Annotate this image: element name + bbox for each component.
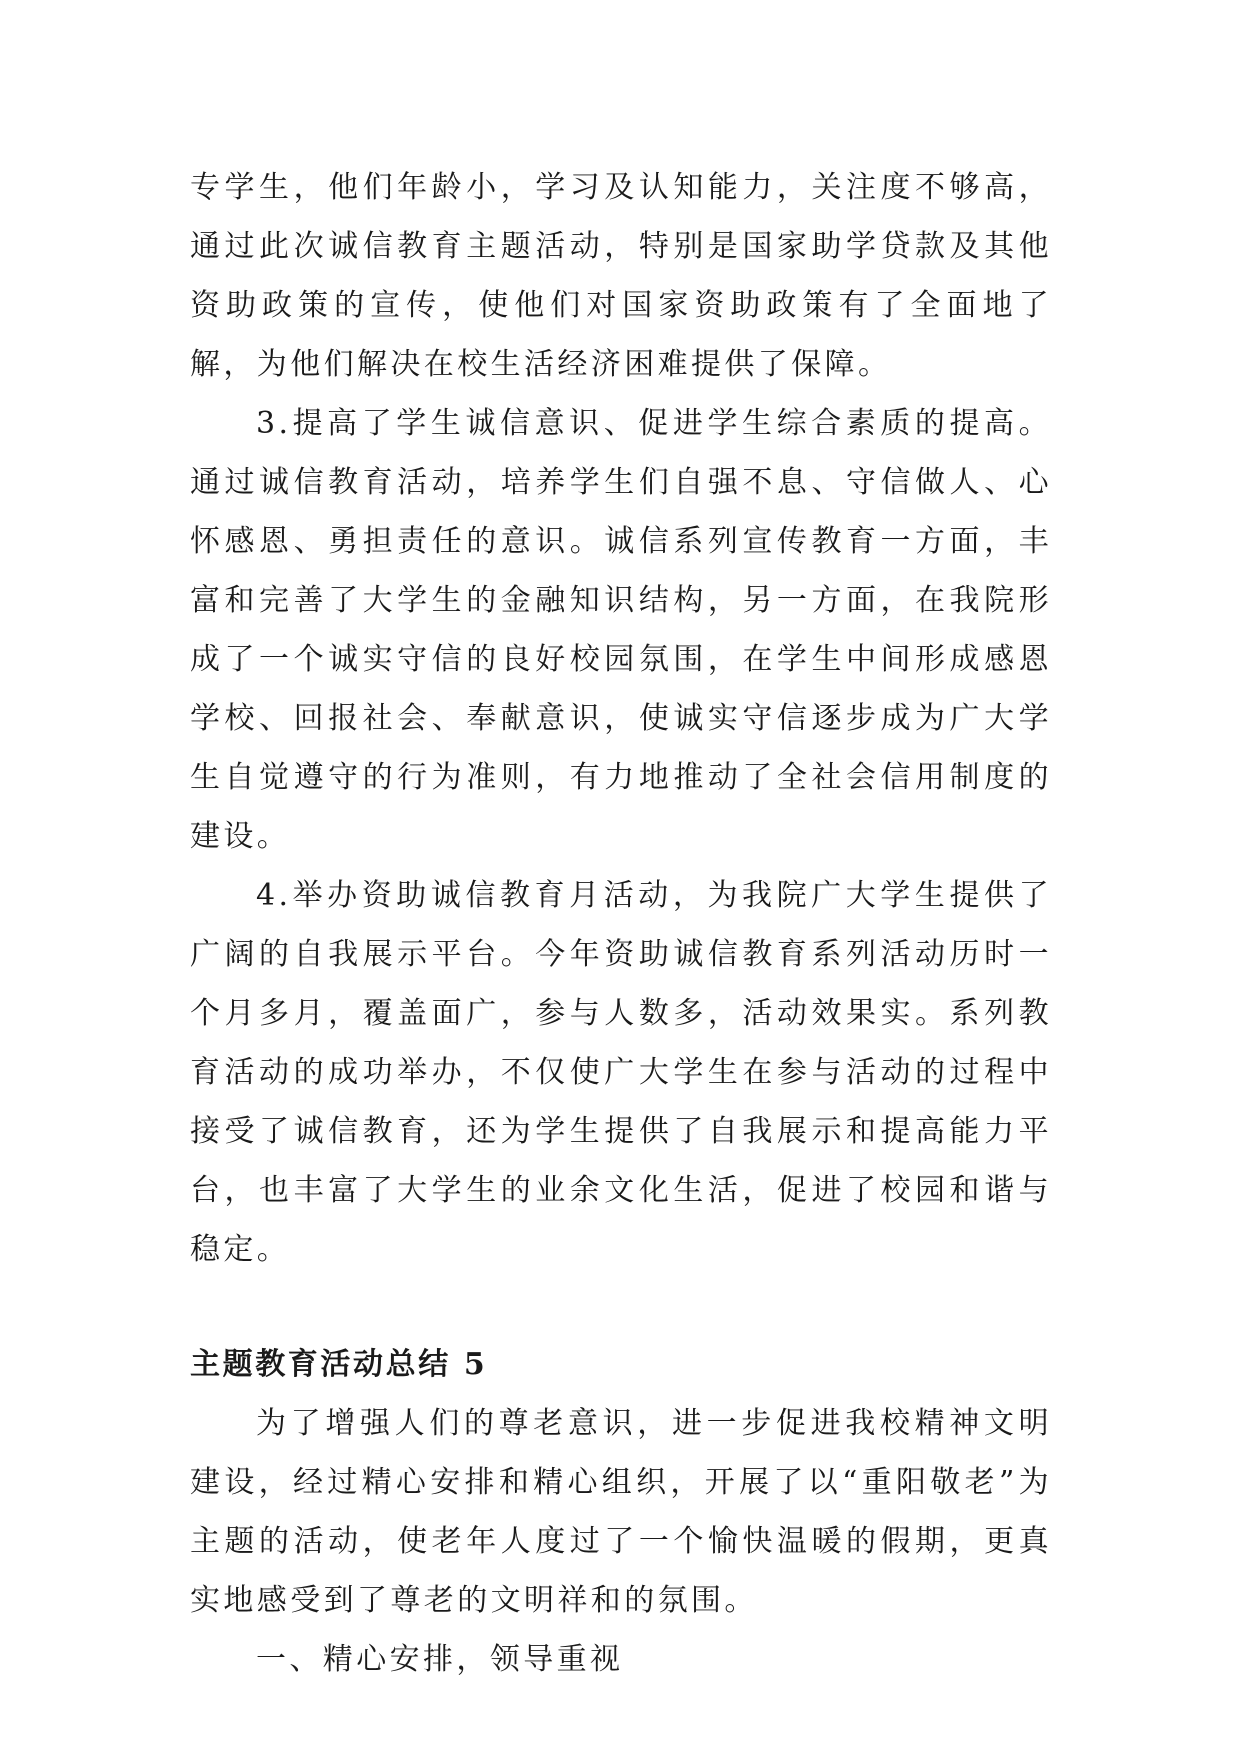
paragraph-intro: 为了增强人们的尊老意识，进一步促进我校精神文明建设，经过精心安排和精心组织，开展了以“重阳敬老”为主题的活动，使老年人度过了一个愉快温暖的假期，更真实地感受到了尊老的文明祥和的氛围。 <box>190 1406 1052 1618</box>
subheading-one: 一、精心安排，领导重视 <box>256 1642 624 1677</box>
paragraph-item-3: 3.提高了学生诚信意识、促进学生综合素质的提高。通过诚信教育活动，培养学生们自强不息、守信做人、心怀感恩、勇担责任的意识。诚信系列宣传教育一方面，丰富和完善了大学生的金融知识结构，另一方面，在我院形成了一个诚实守信的良好校园氛围，在学生中间形成感恩学校、回报社会、奉献意识，使诚实守信逐步成为广大学生自觉遵守的行为准则，有力地推动了全社会信用制度的建设。 <box>190 406 1052 854</box>
document-page <box>190 158 1052 1689</box>
paragraph-continuation: 专学生，他们年龄小，学习及认知能力，关注度不够高，通过此次诚信教育主题活动，特别是国家助学贷款及其他资助政策的宣传，使他们对国家资助政策有了全面地了解，为他们解决在校生活经济困难提供了保障。 <box>190 170 1052 382</box>
paragraph-item-4: 4.举办资助诚信教育月活动，为我院广大学生提供了广阔的自我展示平台。今年资助诚信教育系列活动历时一个月多月，覆盖面广，参与人数多，活动效果实。系列教育活动的成功举办，不仅使广大学生在参与活动的过程中接受了诚信教育，还为学生提供了自我展示和提高能力平台，也丰富了大学生的业余文化生活，促进了校园和谐与稳定。 <box>190 878 1052 1267</box>
section-title: 主题教育活动总结 5 <box>190 1347 488 1382</box>
